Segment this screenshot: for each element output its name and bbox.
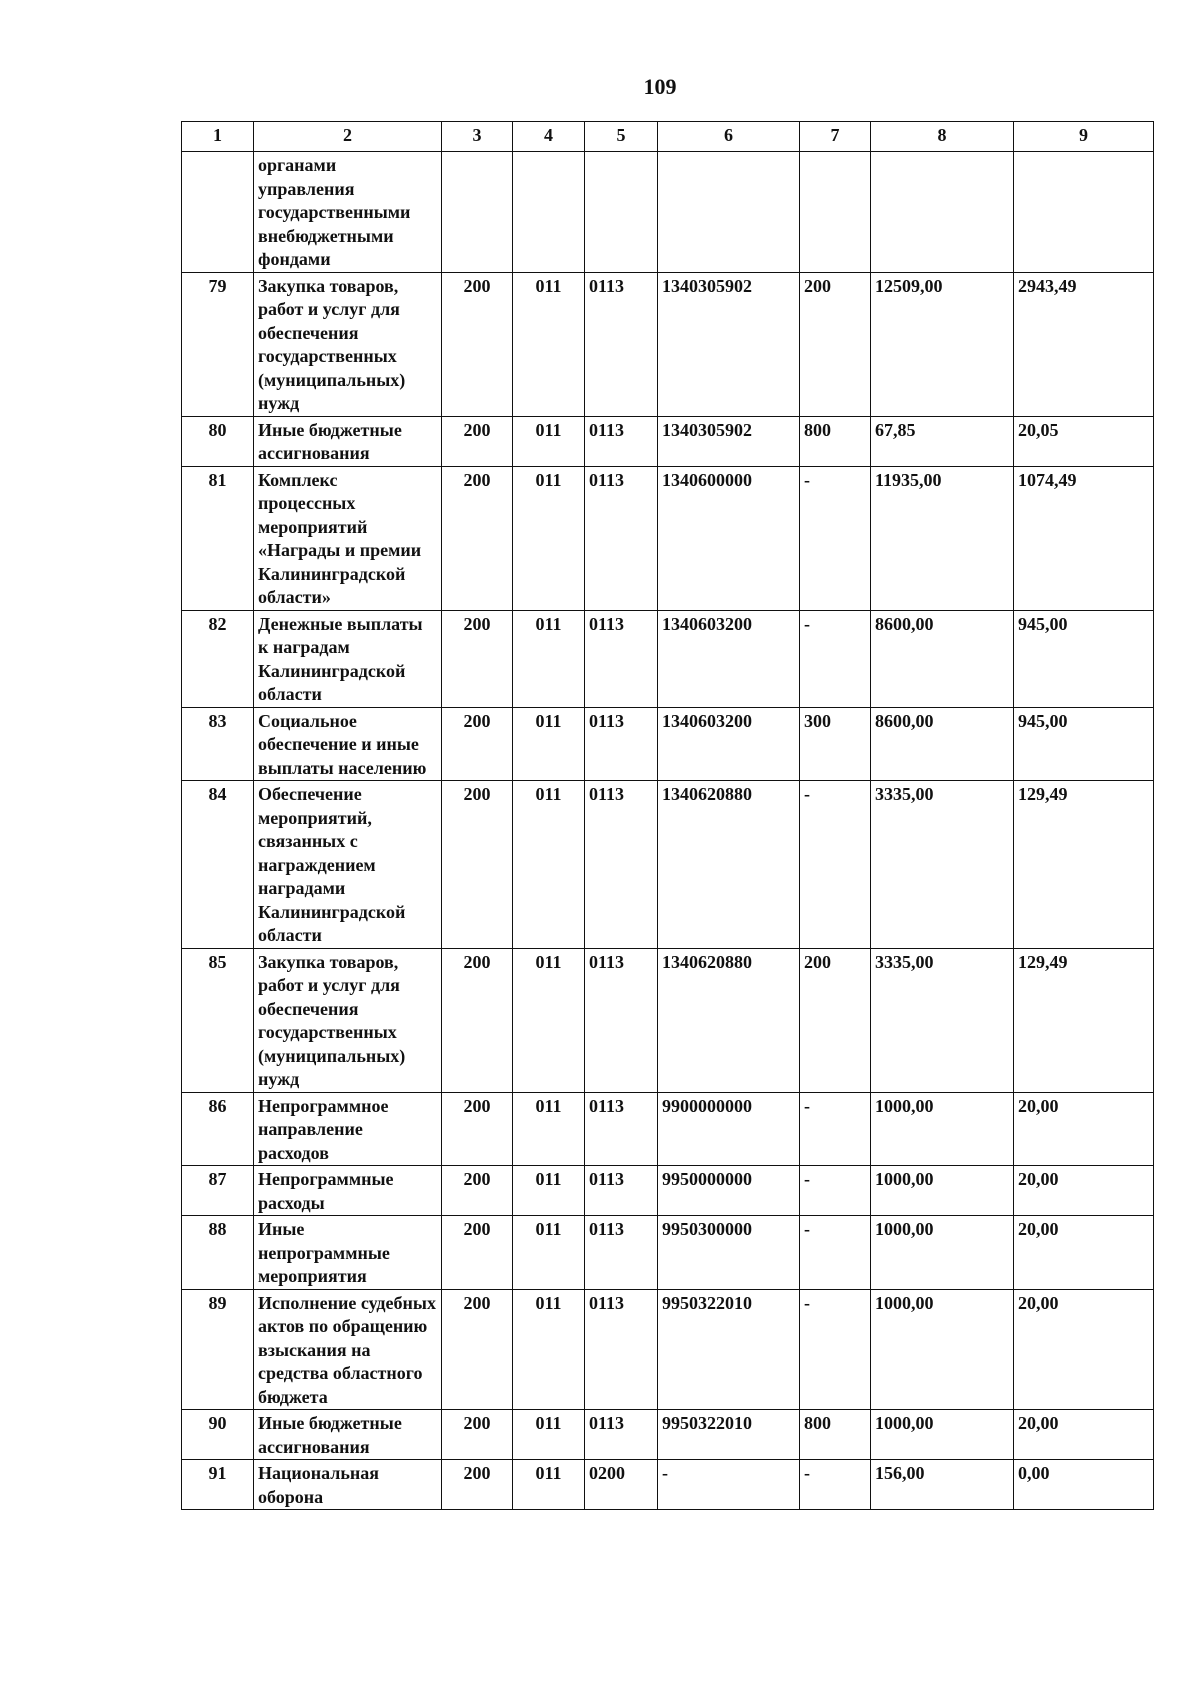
section-code-cell: 0113 bbox=[585, 1410, 658, 1460]
type-code-cell: - bbox=[800, 610, 871, 707]
row-number-cell: 89 bbox=[182, 1289, 254, 1410]
type-code-cell: - bbox=[800, 1092, 871, 1166]
amount-plan-cell: 8600,00 bbox=[871, 707, 1014, 781]
target-code-cell: 1340600000 bbox=[658, 466, 800, 610]
amount-plan-cell: 3335,00 bbox=[871, 781, 1014, 949]
row-number-cell: 79 bbox=[182, 272, 254, 416]
code-200-cell: 200 bbox=[442, 1216, 513, 1290]
table-row bbox=[182, 1092, 1154, 1166]
row-number-cell: 87 bbox=[182, 1166, 254, 1216]
code-011-cell: 011 bbox=[513, 1092, 585, 1166]
type-code-cell: - bbox=[800, 1216, 871, 1290]
target-code-cell: 1340620880 bbox=[658, 781, 800, 949]
table-row bbox=[182, 416, 1154, 466]
code-011-cell: 011 bbox=[513, 1460, 585, 1510]
amount-actual-cell: 1074,49 bbox=[1014, 466, 1154, 610]
header-cell: 2 bbox=[254, 122, 442, 152]
target-code-cell: 9950322010 bbox=[658, 1289, 800, 1410]
code-011-cell: 011 bbox=[513, 1410, 585, 1460]
amount-plan-cell: 8600,00 bbox=[871, 610, 1014, 707]
amount-actual-cell: 20,05 bbox=[1014, 416, 1154, 466]
section-code-cell: 0113 bbox=[585, 1166, 658, 1216]
header-cell: 7 bbox=[800, 122, 871, 152]
code-011-cell: 011 bbox=[513, 416, 585, 466]
amount-plan-cell: 12509,00 bbox=[871, 272, 1014, 416]
code-200-cell: 200 bbox=[442, 948, 513, 1092]
expense-name-cell: Комплекс процессных мероприятий «Награды и премии Калининградской области» bbox=[254, 466, 442, 610]
code-200-cell: 200 bbox=[442, 272, 513, 416]
amount-plan-cell: 3335,00 bbox=[871, 948, 1014, 1092]
code-011-cell: 011 bbox=[513, 707, 585, 781]
code-200-cell: 200 bbox=[442, 1289, 513, 1410]
type-code-cell: - bbox=[800, 781, 871, 949]
code-200-cell: 200 bbox=[442, 1166, 513, 1216]
code-011-cell: 011 bbox=[513, 1166, 585, 1216]
target-code-cell: 1340305902 bbox=[658, 272, 800, 416]
amount-plan-cell: 11935,00 bbox=[871, 466, 1014, 610]
amount-plan-cell: 1000,00 bbox=[871, 1410, 1014, 1460]
type-code-cell: 800 bbox=[800, 1410, 871, 1460]
amount-actual-cell: 20,00 bbox=[1014, 1410, 1154, 1460]
row-number-cell: 84 bbox=[182, 781, 254, 949]
amount-plan-cell: 67,85 bbox=[871, 416, 1014, 466]
row-number-cell: 86 bbox=[182, 1092, 254, 1166]
expense-name-cell: Иные бюджетные ассигнования bbox=[254, 1410, 442, 1460]
table-row bbox=[182, 610, 1154, 707]
amount-actual-cell: 20,00 bbox=[1014, 1289, 1154, 1410]
type-code-cell: 800 bbox=[800, 416, 871, 466]
header-cell: 8 bbox=[871, 122, 1014, 152]
target-code-cell: 9950000000 bbox=[658, 1166, 800, 1216]
type-code-cell: 200 bbox=[800, 948, 871, 1092]
amount-actual-cell: 2943,49 bbox=[1014, 272, 1154, 416]
expense-name-cell: Непрограммное направление расходов bbox=[254, 1092, 442, 1166]
section-code-cell: 0113 bbox=[585, 272, 658, 416]
row-number-cell: 80 bbox=[182, 416, 254, 466]
type-code-cell: - bbox=[800, 1289, 871, 1410]
header-cell: 9 bbox=[1014, 122, 1154, 152]
code-011-cell: 011 bbox=[513, 781, 585, 949]
expense-name-cell: органами управления государственными внебюджетными фондами bbox=[254, 152, 442, 273]
table-row bbox=[182, 707, 1154, 781]
code-200-cell: 200 bbox=[442, 610, 513, 707]
expense-name-cell: Закупка товаров, работ и услуг для обеспечения государственных (муниципальных) нужд bbox=[254, 948, 442, 1092]
code-011-cell: 011 bbox=[513, 610, 585, 707]
code-011-cell: 011 bbox=[513, 1289, 585, 1410]
section-code-cell: 0113 bbox=[585, 610, 658, 707]
header-cell: 1 bbox=[182, 122, 254, 152]
row-number-cell: 91 bbox=[182, 1460, 254, 1510]
table-row bbox=[182, 466, 1154, 610]
code-200-cell bbox=[442, 152, 513, 273]
row-number-cell bbox=[182, 152, 254, 273]
amount-plan-cell: 1000,00 bbox=[871, 1216, 1014, 1290]
table-row bbox=[182, 1289, 1154, 1410]
amount-plan-cell: 156,00 bbox=[871, 1460, 1014, 1510]
page-number: 109 bbox=[643, 74, 677, 99]
expense-name-cell: Исполнение судебных актов по обращению взыскания на средства областного бюджета bbox=[254, 1289, 442, 1410]
code-200-cell: 200 bbox=[442, 707, 513, 781]
table-row bbox=[182, 1460, 1154, 1510]
amount-plan-cell: 1000,00 bbox=[871, 1289, 1014, 1410]
type-code-cell bbox=[800, 152, 871, 273]
expense-name-cell: Иные бюджетные ассигнования bbox=[254, 416, 442, 466]
type-code-cell: 200 bbox=[800, 272, 871, 416]
section-code-cell: 0113 bbox=[585, 781, 658, 949]
amount-actual-cell: 20,00 bbox=[1014, 1092, 1154, 1166]
row-number-cell: 82 bbox=[182, 610, 254, 707]
table-header-row bbox=[182, 122, 1154, 152]
expense-name-cell: Обеспечение мероприятий, связанных с награждением наградами Калининградской области bbox=[254, 781, 442, 949]
target-code-cell: 1340603200 bbox=[658, 707, 800, 781]
table-row bbox=[182, 272, 1154, 416]
section-code-cell: 0200 bbox=[585, 1460, 658, 1510]
type-code-cell: 300 bbox=[800, 707, 871, 781]
code-011-cell: 011 bbox=[513, 466, 585, 610]
target-code-cell: 1340620880 bbox=[658, 948, 800, 1092]
type-code-cell: - bbox=[800, 1460, 871, 1510]
table-row bbox=[182, 1216, 1154, 1290]
header-cell: 3 bbox=[442, 122, 513, 152]
code-011-cell: 011 bbox=[513, 272, 585, 416]
target-code-cell bbox=[658, 152, 800, 273]
amount-actual-cell bbox=[1014, 152, 1154, 273]
table-row bbox=[182, 781, 1154, 949]
type-code-cell: - bbox=[800, 466, 871, 610]
section-code-cell: 0113 bbox=[585, 948, 658, 1092]
amount-plan-cell: 1000,00 bbox=[871, 1166, 1014, 1216]
code-200-cell: 200 bbox=[442, 781, 513, 949]
section-code-cell: 0113 bbox=[585, 466, 658, 610]
row-number-cell: 90 bbox=[182, 1410, 254, 1460]
amount-actual-cell: 129,49 bbox=[1014, 781, 1154, 949]
amount-actual-cell: 20,00 bbox=[1014, 1216, 1154, 1290]
table-row bbox=[182, 1410, 1154, 1460]
expense-name-cell: Национальная оборона bbox=[254, 1460, 442, 1510]
code-200-cell: 200 bbox=[442, 1410, 513, 1460]
section-code-cell: 0113 bbox=[585, 416, 658, 466]
amount-plan-cell: 1000,00 bbox=[871, 1092, 1014, 1166]
target-code-cell: 1340603200 bbox=[658, 610, 800, 707]
row-number-cell: 85 bbox=[182, 948, 254, 1092]
code-011-cell: 011 bbox=[513, 1216, 585, 1290]
section-code-cell bbox=[585, 152, 658, 273]
expense-name-cell: Иные непрограммные мероприятия bbox=[254, 1216, 442, 1290]
amount-actual-cell: 0,00 bbox=[1014, 1460, 1154, 1510]
budget-table bbox=[181, 121, 1154, 1510]
expense-name-cell: Социальное обеспечение и иные выплаты населению bbox=[254, 707, 442, 781]
amount-actual-cell: 20,00 bbox=[1014, 1166, 1154, 1216]
section-code-cell: 0113 bbox=[585, 707, 658, 781]
target-code-cell: 9950322010 bbox=[658, 1410, 800, 1460]
target-code-cell: 9950300000 bbox=[658, 1216, 800, 1290]
section-code-cell: 0113 bbox=[585, 1289, 658, 1410]
target-code-cell: 1340305902 bbox=[658, 416, 800, 466]
header-cell: 4 bbox=[513, 122, 585, 152]
type-code-cell: - bbox=[800, 1166, 871, 1216]
amount-actual-cell: 129,49 bbox=[1014, 948, 1154, 1092]
expense-name-cell: Денежные выплаты к наградам Калининградской области bbox=[254, 610, 442, 707]
code-200-cell: 200 bbox=[442, 1460, 513, 1510]
row-number-cell: 88 bbox=[182, 1216, 254, 1290]
expense-name-cell: Непрограммные расходы bbox=[254, 1166, 442, 1216]
table-row bbox=[182, 1166, 1154, 1216]
code-200-cell: 200 bbox=[442, 1092, 513, 1166]
row-number-cell: 81 bbox=[182, 466, 254, 610]
code-200-cell: 200 bbox=[442, 466, 513, 610]
header-cell: 6 bbox=[658, 122, 800, 152]
code-200-cell: 200 bbox=[442, 416, 513, 466]
amount-actual-cell: 945,00 bbox=[1014, 610, 1154, 707]
target-code-cell: - bbox=[658, 1460, 800, 1510]
table-row bbox=[182, 152, 1154, 273]
section-code-cell: 0113 bbox=[585, 1216, 658, 1290]
row-number-cell: 83 bbox=[182, 707, 254, 781]
amount-actual-cell: 945,00 bbox=[1014, 707, 1154, 781]
amount-plan-cell bbox=[871, 152, 1014, 273]
expense-name-cell: Закупка товаров, работ и услуг для обеспечения государственных (муниципальных) нужд bbox=[254, 272, 442, 416]
header-cell: 5 bbox=[585, 122, 658, 152]
table-row bbox=[182, 948, 1154, 1092]
code-011-cell: 011 bbox=[513, 948, 585, 1092]
code-011-cell bbox=[513, 152, 585, 273]
target-code-cell: 9900000000 bbox=[658, 1092, 800, 1166]
section-code-cell: 0113 bbox=[585, 1092, 658, 1166]
